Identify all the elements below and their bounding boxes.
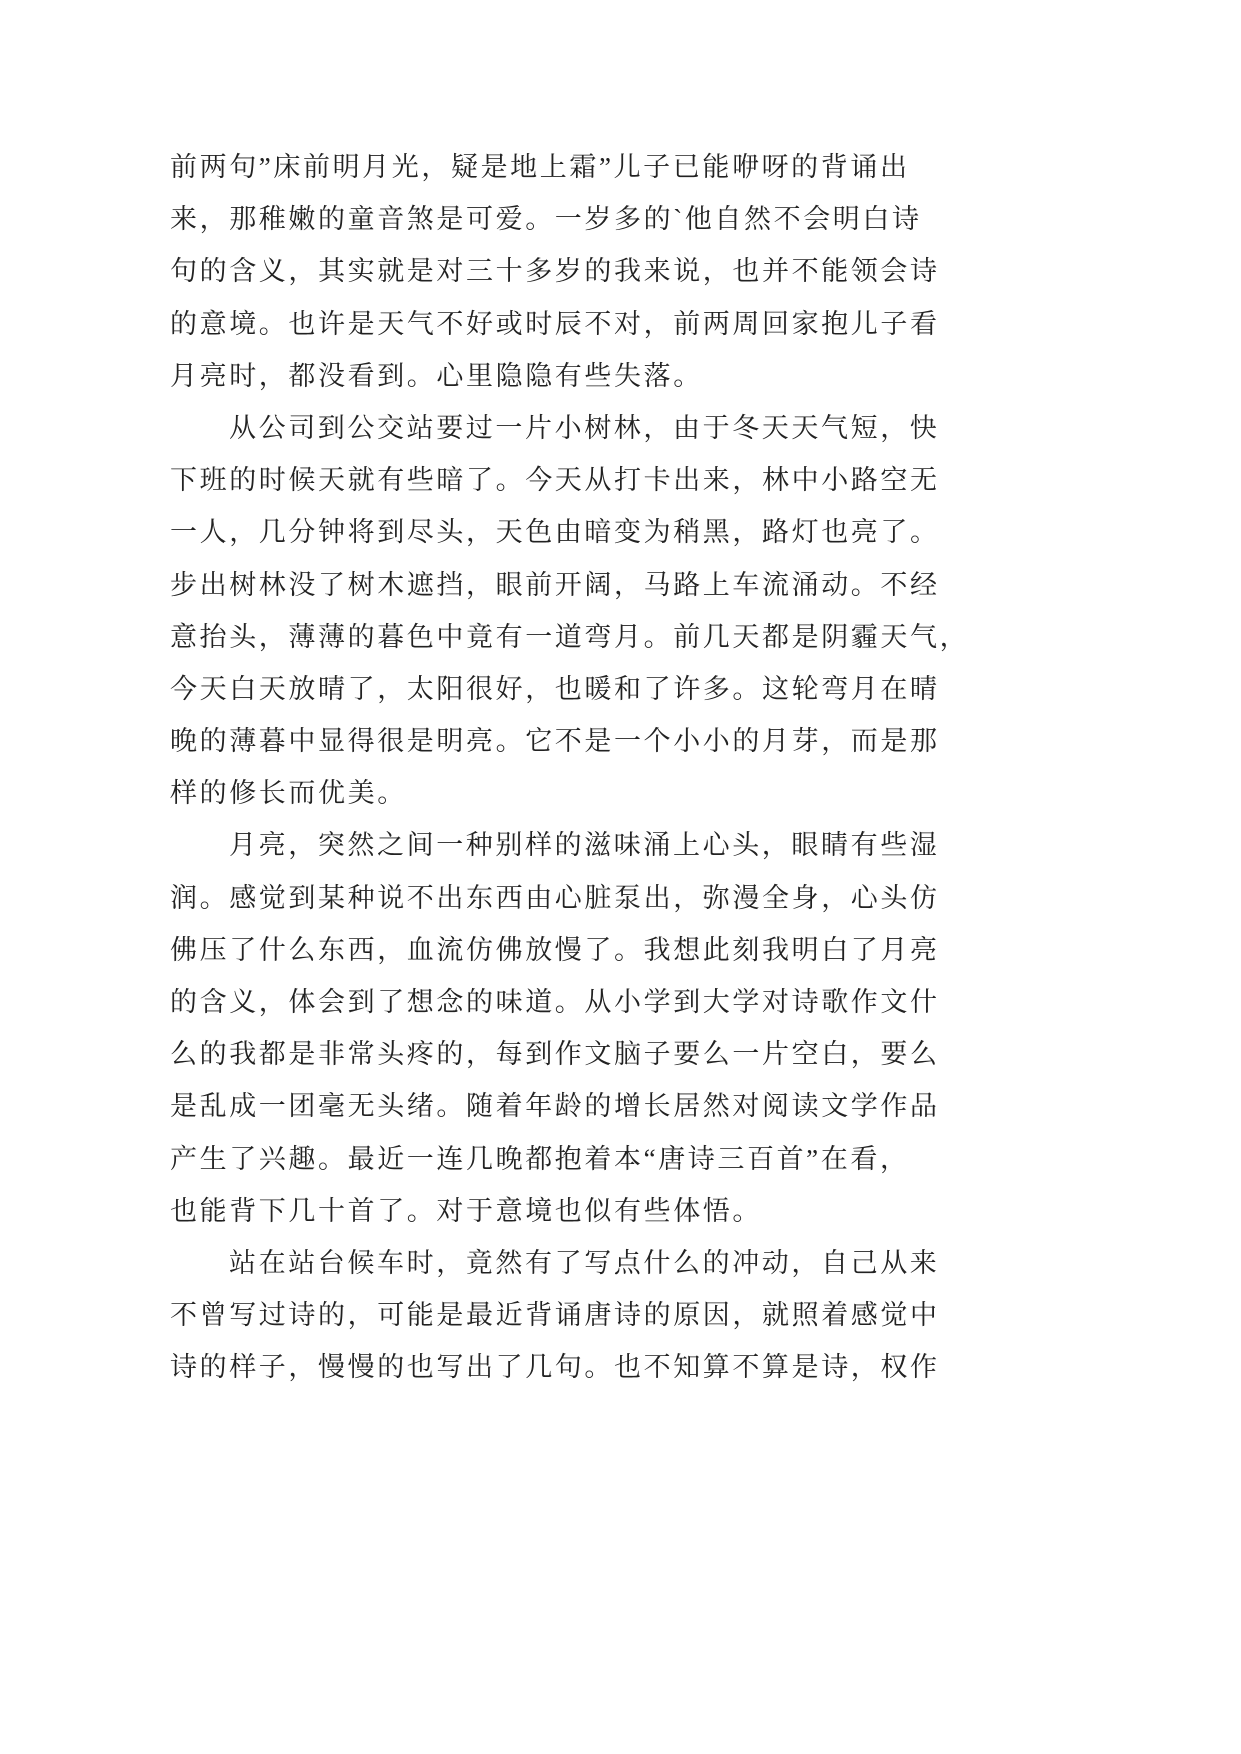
paragraph — [170, 141, 990, 402]
text-line: 样的修长而优美。 — [170, 778, 407, 809]
text-line: 下班的时候天就有些暗了。今天从打卡出来，林中小路空无 — [170, 465, 940, 496]
text-line: 诗的样子，慢慢的也写出了几句。也不知算不算是诗，权作 — [170, 1352, 940, 1383]
text-line: 的意境。也许是天气不好或时辰不对，前两周回家抱儿子看 — [170, 308, 940, 339]
text-line: 句的含义，其实就是对三十多岁的我来说，也并不能领会诗 — [170, 256, 940, 287]
text-line: 一人，几分钟将到尽头，天色由暗变为稍黑，路灯也亮了。 — [170, 517, 940, 548]
text-line: 来，那稚嫩的童音煞是可爱。一岁多的`他自然不会明白诗 — [170, 204, 922, 235]
body-text — [170, 141, 990, 1394]
text-line: 月亮，突然之间一种别样的滋味涌上心头，眼睛有些湿 — [229, 830, 940, 861]
text-line: 也能背下几十首了。对于意境也似有些体悟。 — [170, 1195, 762, 1226]
text-line: 润。感觉到某种说不出东西由心脏泵出，弥漫全身，心头仿 — [170, 882, 940, 913]
text-line: 意抬头，薄薄的暮色中竟有一道弯月。前几天都是阴霾天气， — [170, 621, 970, 652]
text-line: 月亮时，都没看到。心里隐隐有些失落。 — [170, 360, 703, 391]
text-line: 是乱成一团毫无头绪。随着年龄的增长居然对阅读文学作品 — [170, 1091, 940, 1122]
text-line: 晚的薄暮中显得很是明亮。它不是一个小小的月芽，而是那 — [170, 726, 940, 757]
text-line: 站在站台候车时，竟然有了写点什么的冲动，自己从来 — [229, 1247, 940, 1278]
text-line: 不曾写过诗的，可能是最近背诵唐诗的原因，就照着感觉中 — [170, 1300, 940, 1331]
text-line: 步出树林没了树木遮挡，眼前开阔，马路上车流涌动。不经 — [170, 569, 940, 600]
paragraph — [170, 819, 990, 1237]
text-line: 么的我都是非常头疼的，每到作文脑子要么一片空白，要么 — [170, 1039, 940, 1070]
text-line: 从公司到公交站要过一片小树林，由于冬天天气短，快 — [229, 412, 940, 443]
text-line: 佛压了什么东西，血流仿佛放慢了。我想此刻我明白了月亮 — [170, 934, 940, 965]
paragraph — [170, 1237, 990, 1394]
text-line: 今天白天放晴了，太阳很好，也暖和了许多。这轮弯月在晴 — [170, 673, 940, 704]
text-line: 产生了兴趣。最近一连几晚都抱着本“唐诗三百首”在看， — [170, 1143, 910, 1174]
text-line: 前两句”床前明月光，疑是地上霜”儿子已能咿呀的背诵出 — [170, 152, 910, 182]
paragraph — [170, 402, 990, 820]
text-line: 的含义，体会到了想念的味道。从小学到大学对诗歌作文什 — [170, 987, 940, 1017]
